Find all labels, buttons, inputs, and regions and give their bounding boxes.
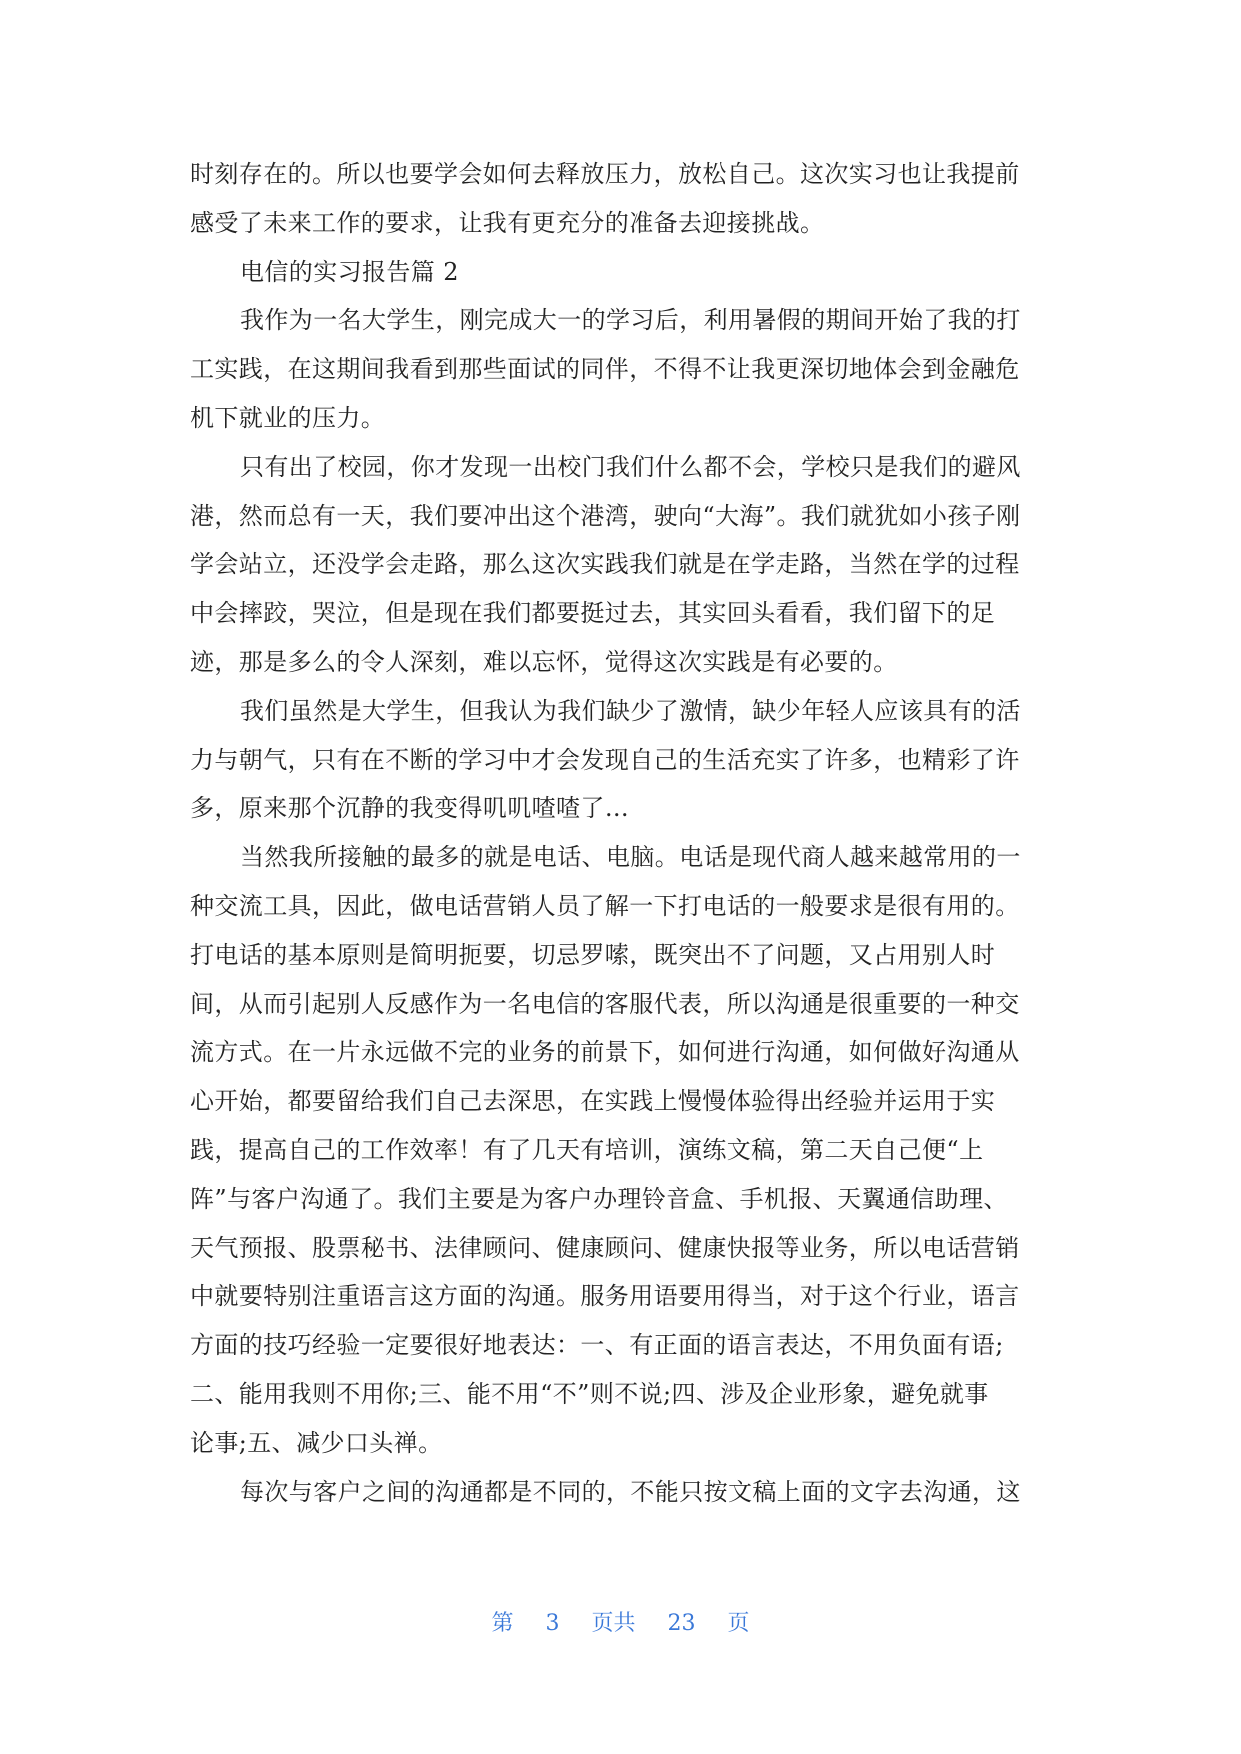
text-line: 每次与客户之间的沟通都是不同的，不能只按文稿上面的文字去沟通，这 bbox=[240, 1477, 1021, 1506]
text-line: 流方式。在一片永远做不完的业务的前景下，如何进行沟通，如何做好沟通从 bbox=[190, 1038, 1020, 1067]
text-line: 我作为一名大学生，刚完成大一的学习后，利用暑假的期间开始了我的打 bbox=[240, 306, 1021, 335]
text-line: 践，提高自己的工作效率！有了几天有培训，演练文稿，第二天自己便“上 bbox=[190, 1135, 984, 1164]
text-line: 机下就业的压力。 bbox=[190, 403, 386, 432]
text-line: 力与朝气，只有在不断的学习中才会发现自己的生活充实了许多，也精彩了许 bbox=[190, 745, 1020, 774]
text-line: 港，然而总有一天，我们要冲出这个港湾，驶向“大海”。我们就犹如小孩子刚 bbox=[190, 501, 1021, 530]
text-line: 心开始，都要留给我们自己去深思，在实践上慢慢体验得出经验并运用于实 bbox=[190, 1087, 996, 1116]
text-line: 迹，那是多么的令人深刻，难以忘怀，觉得这次实践是有必要的。 bbox=[190, 647, 898, 676]
text-line: 只有出了校园，你才发现一出校门我们什么都不会，学校只是我们的避风 bbox=[240, 452, 1021, 481]
footer-prefix: 第 bbox=[491, 1611, 514, 1636]
section-heading: 电信的实习报告篇 2 bbox=[240, 257, 459, 286]
total-pages-number: 23 bbox=[667, 1611, 696, 1636]
document-body bbox=[190, 150, 1056, 1516]
text-line: 二、能用我则不用你;三、能不用“不”则不说;四、涉及企业形象，避免就事 bbox=[190, 1379, 989, 1408]
text-line: 种交流工具，因此，做电话营销人员了解一下打电话的一般要求是很有用的。 bbox=[190, 891, 1020, 920]
text-line: 天气预报、股票秘书、法律顾问、健康顾问、健康快报等业务，所以电话营销 bbox=[190, 1233, 1020, 1262]
footer-middle: 页共 bbox=[591, 1611, 636, 1636]
text-line: 阵”与客户沟通了。我们主要是为客户办理铃音盒、手机报、天翼通信助理、 bbox=[190, 1184, 1008, 1213]
text-line: 感受了未来工作的要求，让我有更充分的准备去迎接挑战。 bbox=[190, 208, 825, 237]
text-line: 打电话的基本原则是简明扼要，切忌罗嗦，既突出不了问题，又占用别人时 bbox=[190, 940, 996, 969]
text-line: 中就要特别注重语言这方面的沟通。服务用语要用得当，对于这个行业，语言 bbox=[190, 1282, 1020, 1311]
text-line: 间，从而引起别人反感作为一名电信的客服代表，所以沟通是很重要的一种交 bbox=[190, 989, 1020, 1018]
text-line: 我们虽然是大学生，但我认为我们缺少了激情，缺少年轻人应该具有的活 bbox=[240, 696, 1021, 725]
text-line: 方面的技巧经验一定要很好地表达：一、有正面的语言表达，不用负面有语; bbox=[190, 1331, 1004, 1360]
footer-suffix: 页 bbox=[727, 1611, 750, 1636]
text-line: 中会摔跤，哭泣，但是现在我们都要挺过去，其实回头看看，我们留下的足 bbox=[190, 599, 996, 628]
text-line: 学会站立，还没学会走路，那么这次实践我们就是在学走路，当然在学的过程 bbox=[190, 550, 1020, 579]
text-line: 时刻存在的。所以也要学会如何去释放压力，放松自己。这次实习也让我提前 bbox=[190, 160, 1020, 188]
current-page-number: 3 bbox=[545, 1611, 560, 1636]
text-line: 工实践，在这期间我看到那些面试的同伴，不得不让我更深切地体会到金融危 bbox=[190, 355, 1020, 384]
page-footer bbox=[0, 1606, 1241, 1637]
text-line: 当然我所接触的最多的就是电话、电脑。电话是现代商人越来越常用的一 bbox=[240, 843, 1021, 872]
text-line: 多，原来那个沉静的我变得叽叽喳喳了… bbox=[190, 794, 630, 823]
text-line: 论事;五、减少口头禅。 bbox=[190, 1428, 443, 1457]
